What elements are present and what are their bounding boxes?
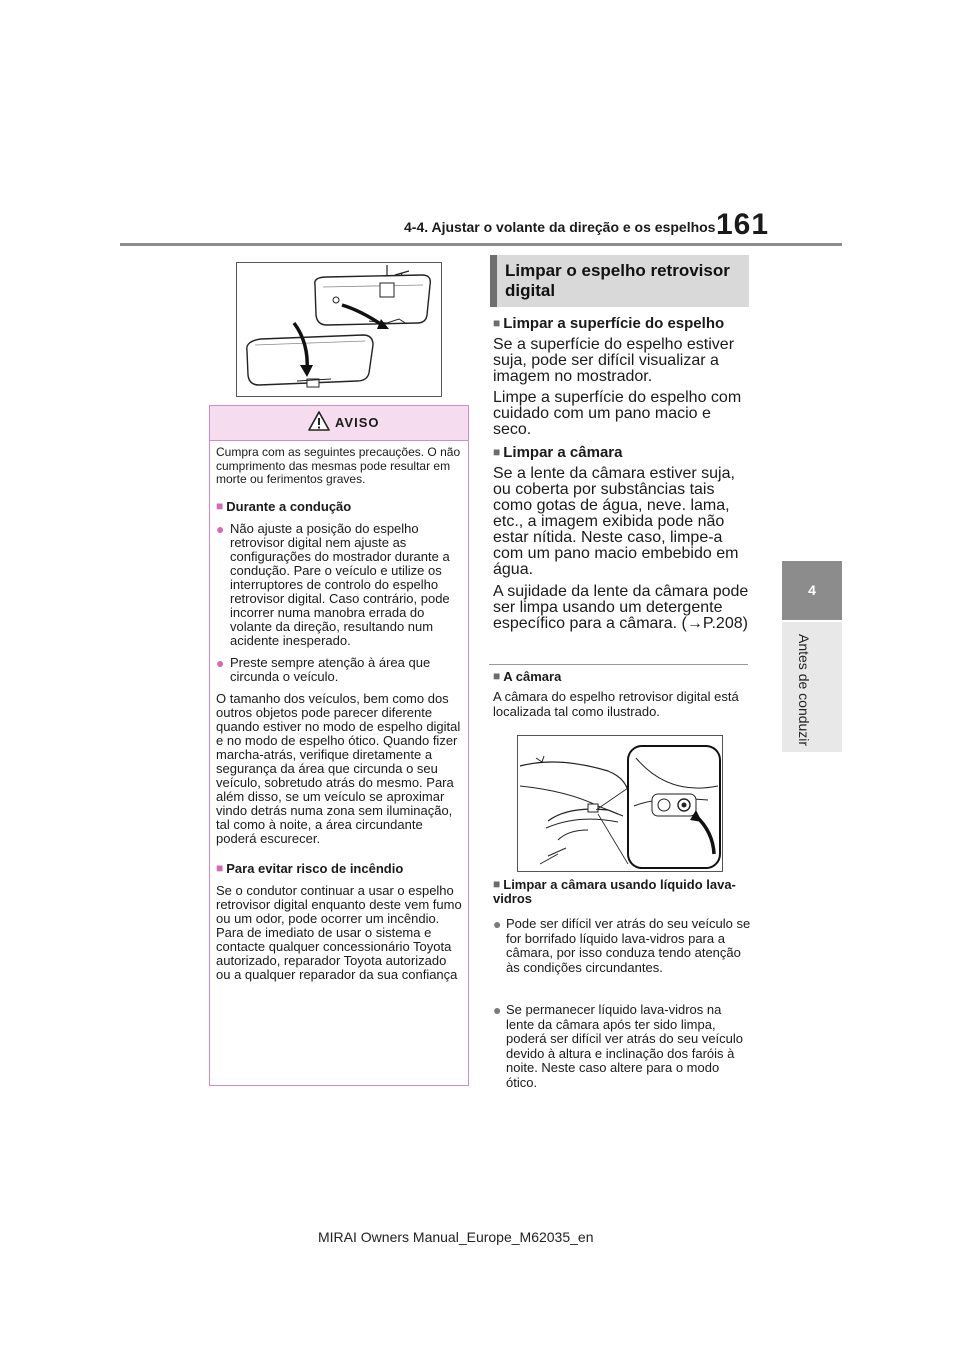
info-bullet: ● Pode ser difícil ver atrás do seu veículo se for borrifado líquido lava-vidros para a câmara, por isso conduza tendo atenção às condições circundantes. <box>493 916 751 975</box>
warning-subheading-driving: ■ Durante a condução <box>216 498 352 514</box>
paragraph: Se a superfície do espelho estiver suja, pode ser difícil visualizar a imagem no mostrador. <box>493 336 735 385</box>
square-bullet-icon: ■ <box>493 316 501 330</box>
header-divider <box>120 243 842 246</box>
info-bullet: ● Se permanecer líquido lava-vidros na lente da câmara após ter sido limpa, poderá ser difícil ver atrás do seu veículo devido à altura e inclinação dos faróis à noite. Neste caso altere para o modo ótico. <box>493 1002 744 1090</box>
circle-bullet-icon: ● <box>216 654 225 671</box>
section-divider <box>489 664 748 665</box>
warning-header <box>210 406 468 441</box>
square-bullet-icon: ■ <box>216 498 224 513</box>
info-heading-camera: ■ A câmara <box>493 669 562 684</box>
subheading-mirror-surface: ■ Limpar a superfície do espelho <box>493 315 725 332</box>
section-heading-box <box>490 255 749 307</box>
circle-bullet-icon: ● <box>216 520 225 537</box>
info-heading-washer-fluid: ■ Limpar a câmara usando líquido lava-vidros <box>493 877 736 906</box>
header-section-title: 4-4. Ajustar o volante da direção e os espelhos <box>404 219 716 235</box>
warning-paragraph: Se o condutor continuar a usar o espelho retrovisor digital enquanto deste vem fumo ou um odor, pode ocorrer um incêndio. Para de imediato de usar o sistema e contacte qualquer concessionário Toyota autorizado, reparador Toyota autorizado ou a qualquer reparador da sua confiança <box>216 882 462 982</box>
chapter-label: Antes de conduzir <box>796 634 812 747</box>
info-paragraph: A câmara do espelho retrovisor digital está localizada tal como ilustrado. <box>493 689 739 719</box>
circle-bullet-icon: ● <box>493 916 502 932</box>
warning-title: AVISO <box>335 415 380 430</box>
warning-content <box>216 446 464 990</box>
square-bullet-icon: ■ <box>216 860 224 875</box>
page-number: 161 <box>716 208 770 241</box>
warning-bullet: ● Preste sempre atenção à área que circunda o veículo. <box>216 654 431 684</box>
warning-intro: Cumpra com as seguintes precauções. O não cumprimento das mesmas pode resultar em morte ou ferimentos graves. <box>216 445 461 486</box>
paragraph: Limpe a superfície do espelho com cuidado com um pano macio e seco. <box>493 389 742 438</box>
square-bullet-icon: ■ <box>493 877 501 891</box>
camera-location-illustration <box>517 735 723 872</box>
paragraph: Se a lente da câmara estiver suja, ou coberta por substâncias tais como gotas de água, neve. lama, etc., a imagem exibida pode não estar nítida. Neste caso, limpe-a com um pano macio embebido em água. <box>493 465 739 578</box>
warning-paragraph: O tamanho dos veículos, bem como dos outros objetos pode parecer diferente quando estiver no modo de espelho digital e no modo de espelho ótico. Quando fizer marcha-atrás, verifique diretamente a segurança da área que circunda o seu veículo, sobretudo atrás do mesmo. Para além disso, se um veículo se aproximar vindo detrás numa zona sem iluminação, tal como à noite, a área circundante poderá escurecer. <box>216 690 461 846</box>
chapter-side-bar <box>782 622 842 752</box>
section-title: Limpar o espelho retrovisor digital <box>505 261 730 300</box>
square-bullet-icon: ■ <box>493 669 501 683</box>
square-bullet-icon: ■ <box>493 445 501 459</box>
mirror-illustration <box>236 262 442 397</box>
warning-triangle-icon <box>308 411 330 436</box>
warning-bullet: ● Não ajuste a posição do espelho retrovisor digital nem ajuste as configurações do mostrador durante a condução. Pare o veículo e utilize os interruptores de controlo do espelho retrovisor digital. Caso contrário, pode incorrer numa manobra errada do volante da direção, resultando num acidente inesperado. <box>216 520 450 648</box>
warning-subheading-fire: ■ Para evitar risco de incêndio <box>216 860 404 876</box>
paragraph: A sujidade da lente da câmara pode ser limpa usando um detergente específico para a câmara. (→P.208) <box>493 583 749 632</box>
subheading-camera-clean: ■ Limpar a câmara <box>493 444 623 461</box>
chapter-tab: 4 <box>782 561 842 620</box>
circle-bullet-icon: ● <box>493 1002 502 1018</box>
warning-box <box>209 405 469 1086</box>
footer-text: MIRAI Owners Manual_Europe_M62035_en <box>318 1229 594 1245</box>
